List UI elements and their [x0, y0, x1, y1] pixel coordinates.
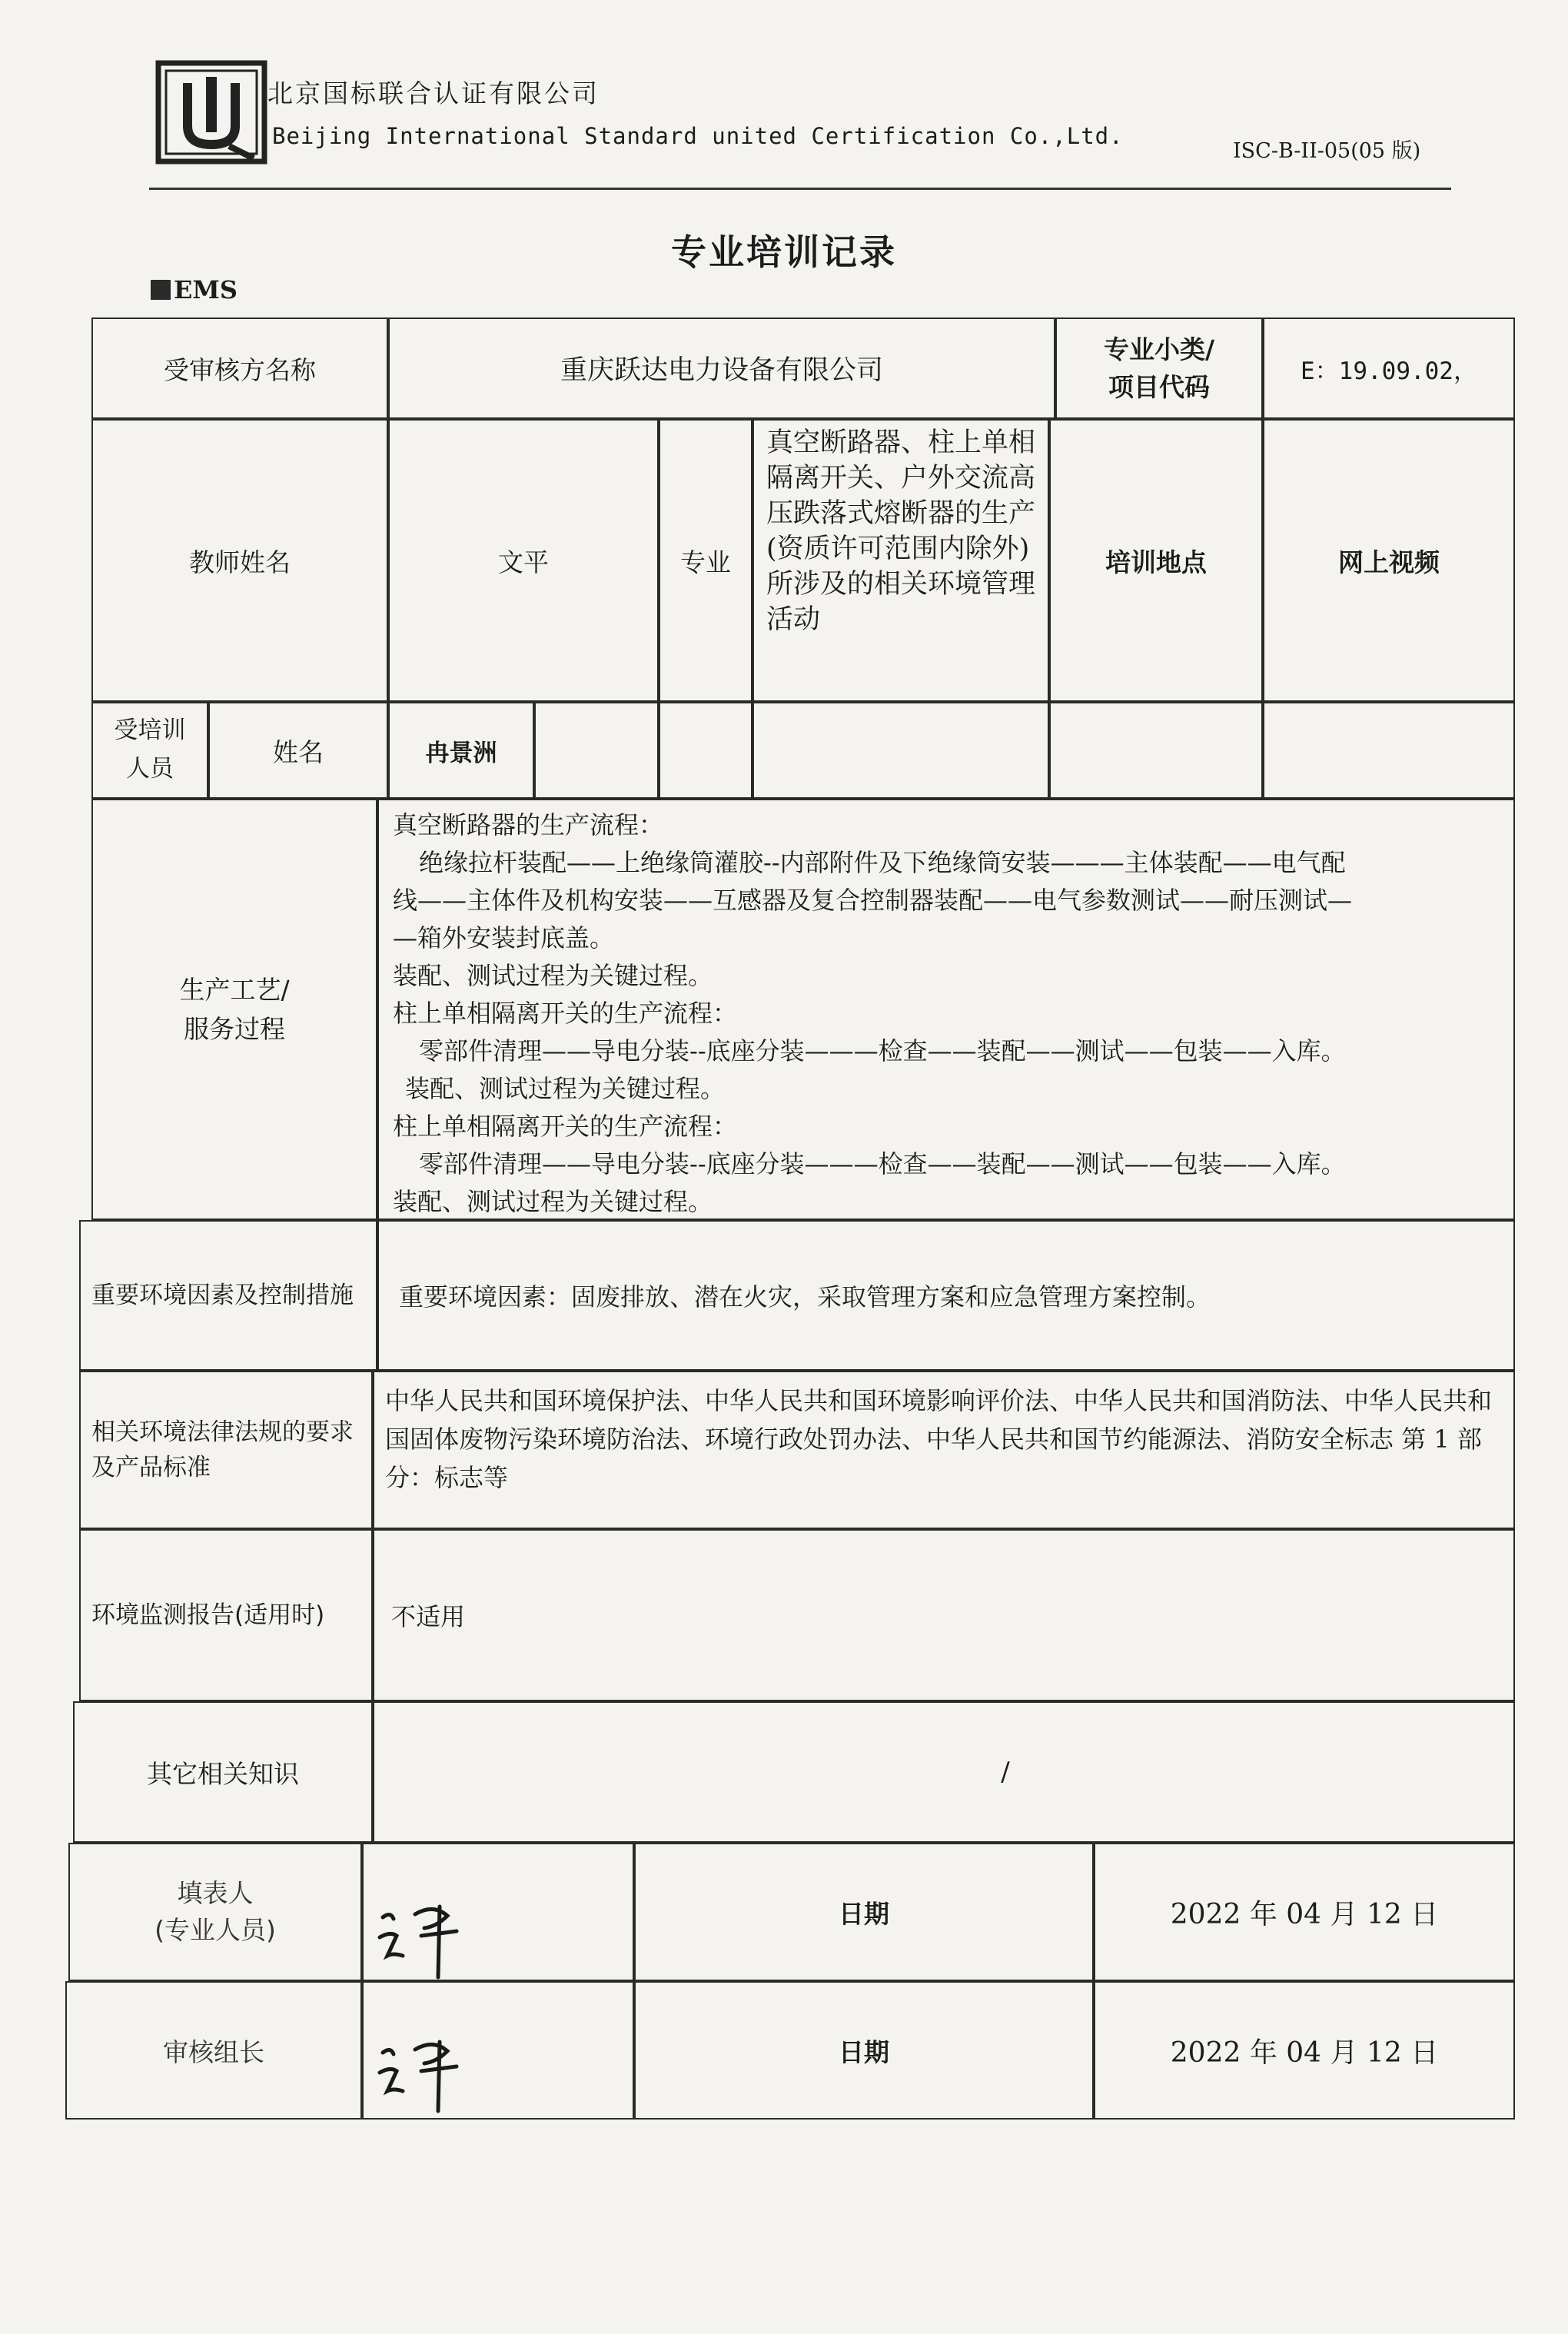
company-name-cn: 北京国标联合认证有限公司 — [267, 78, 600, 108]
laws-value: 中华人民共和国环境保护法、中华人民共和国环境影响评价法、中华人民共和国消防法、中华人民共和国固体废物污染环境防治法、环境行政处罚办法、中华人民共和国节约能源法、消防安全标志 第 1 部分：标志等 — [373, 1371, 1515, 1529]
env-factors-value: 重要环境因素：固废排放、潜在火灾，采取管理方案和应急管理方案控制。 — [377, 1220, 1515, 1371]
process-line: 真空断路器的生产流程： — [393, 810, 664, 840]
other-knowledge-label: 其它相关知识 — [73, 1701, 373, 1843]
leader-date-value: 2022 年 04 月 12 日 — [1094, 1981, 1515, 2120]
trainee-name-2 — [534, 702, 659, 799]
process-line: 绝缘拉杆装配——上绝缘筒灌胶--内部附件及下绝缘筒安装———主体装配——电气配 — [419, 848, 1346, 877]
document-title: 专业培训记录 — [671, 231, 897, 273]
process-line: —箱外安装封底盖。 — [393, 923, 615, 953]
trainee-name-4 — [752, 702, 1049, 799]
trainee-name-5 — [1049, 702, 1263, 799]
tag-mark-icon — [151, 280, 171, 300]
filler-date-value: 2022 年 04 月 12 日 — [1094, 1843, 1515, 1981]
teacher-value: 文平 — [388, 419, 659, 702]
form-code: ISC-B-II-05(05 版) — [1233, 139, 1421, 163]
process-line: 线——主体件及机构安装——互感器及复合控制器装配——电气参数测试——耐压测试— — [393, 886, 1353, 915]
company-logo — [155, 60, 267, 165]
leader-label: 审核组长 — [65, 1981, 362, 2120]
trainee-label: 受培训人员 — [91, 702, 208, 799]
monitoring-value: 不适用 — [373, 1529, 1515, 1701]
header-divider — [149, 188, 1451, 190]
category-code: E：19.09.02， — [1263, 318, 1515, 419]
leader-date-label: 日期 — [634, 1981, 1094, 2120]
process-line: 装配、测试过程为关键过程。 — [393, 1187, 713, 1216]
other-knowledge-value: / — [373, 1701, 1515, 1843]
laws-label: 相关环境法律法规的要求及产品标准 — [79, 1371, 373, 1529]
leader-handwritten-signature — [377, 2030, 477, 2114]
trainee-name-1: 冉景洲 — [388, 702, 534, 799]
major-label: 专业 — [659, 419, 752, 702]
system-tag — [151, 275, 238, 304]
monitoring-label: 环境监测报告(适用时) — [79, 1529, 373, 1701]
process-line: 零部件清理——导电分装--底座分装———检查——装配——测试——包装——入库。 — [419, 1036, 1346, 1066]
process-line: 零部件清理——导电分装--底座分装———检查——装配——测试——包装——入库。 — [419, 1149, 1346, 1179]
auditee-label: 受审核方名称 — [91, 318, 388, 419]
process-content — [377, 799, 1515, 1220]
location-value: 网上视频 — [1263, 419, 1515, 702]
filler-handwritten-signature — [377, 1897, 477, 1982]
filler-date-label: 日期 — [634, 1843, 1094, 1981]
major-value: 真空断路器、柱上单相隔离开关、户外交流高压跌落式熔断器的生产(资质许可范围内除外)所涉及的相关环境管理活动 — [752, 419, 1049, 702]
process-line: 柱上单相隔离开关的生产流程： — [393, 999, 738, 1028]
location-label: 培训地点 — [1049, 419, 1263, 702]
teacher-label: 教师姓名 — [91, 419, 388, 702]
filler-label: 填表人 (专业人员) — [68, 1843, 362, 1981]
process-line: 装配、测试过程为关键过程。 — [393, 961, 713, 990]
process-line: 柱上单相隔离开关的生产流程： — [393, 1112, 738, 1141]
system-tag-text: EMS — [174, 275, 238, 304]
process-line: 装配、测试过程为关键过程。 — [405, 1074, 726, 1103]
env-factors-label: 重要环境因素及控制措施 — [79, 1220, 377, 1371]
company-name-en: Beijing International Standard united Certification Co.,Ltd. — [272, 123, 1124, 149]
process-label: 生产工艺/ 服务过程 — [91, 799, 377, 1220]
trainee-name-3 — [659, 702, 752, 799]
trainee-name-6 — [1263, 702, 1515, 799]
category-label: 专业小类/ 项目代码 — [1055, 318, 1263, 419]
name-label: 姓名 — [208, 702, 388, 799]
auditee-value: 重庆跃达电力设备有限公司 — [388, 318, 1055, 419]
